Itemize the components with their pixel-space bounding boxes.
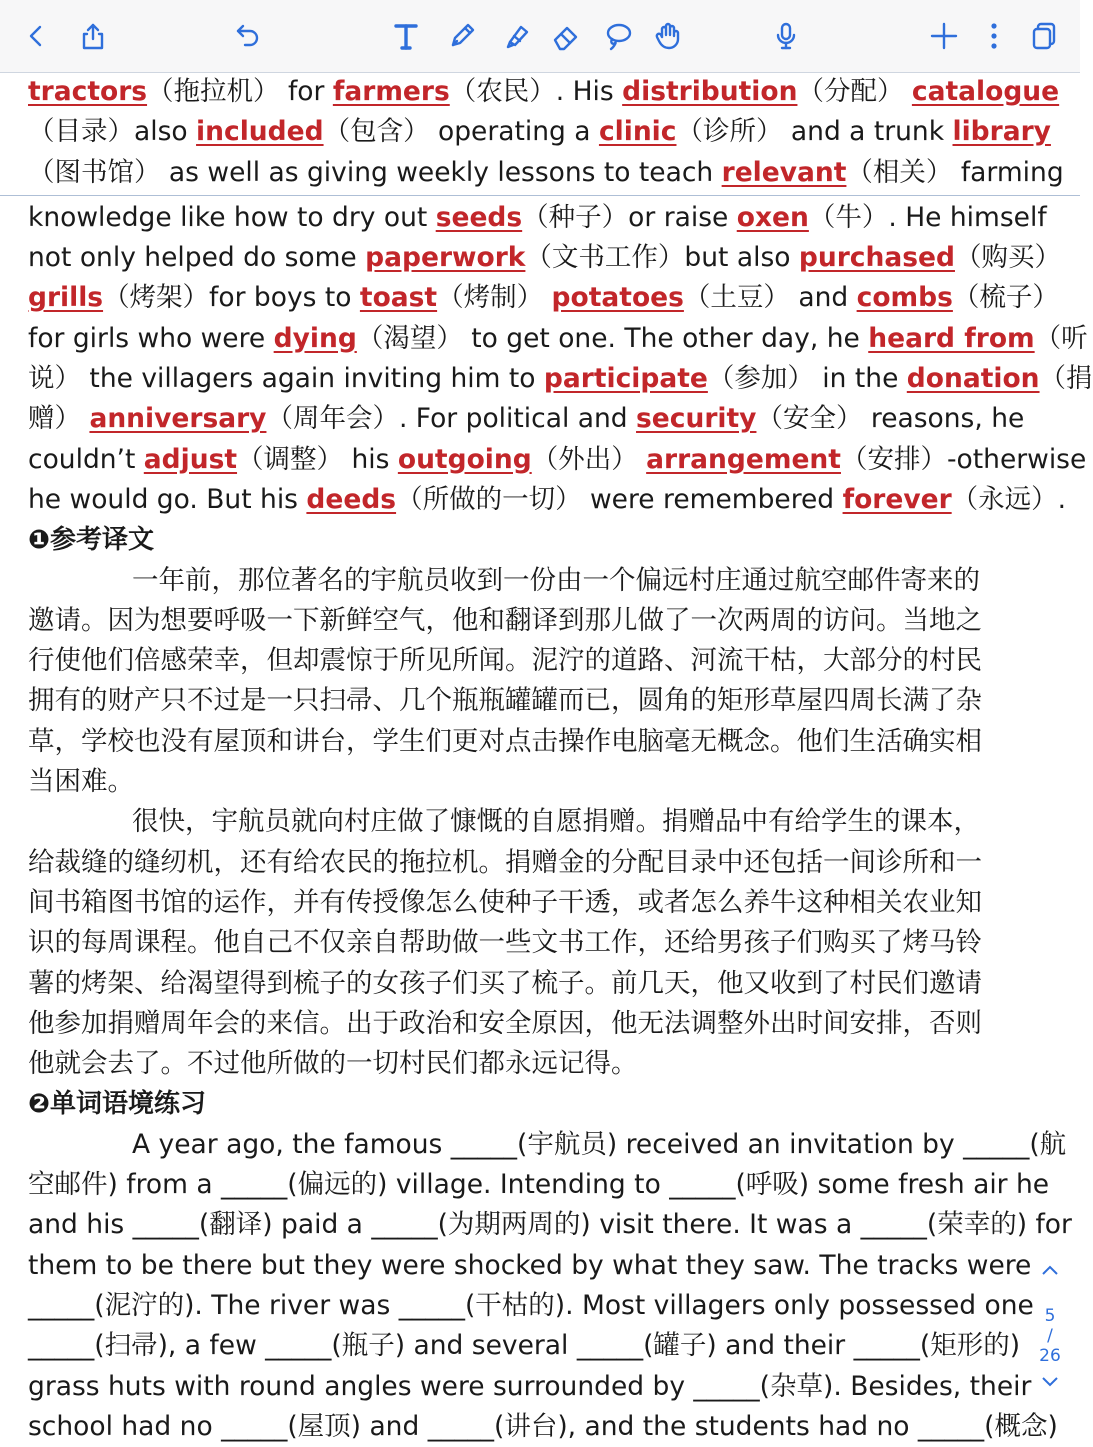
passage-text: 赠） — [28, 403, 90, 435]
back-icon[interactable] — [18, 18, 54, 54]
passage-text: （农民）. His — [449, 76, 623, 107]
chinese-translation — [28, 561, 1048, 1085]
keyword: participate — [543, 363, 708, 395]
section-title-exercise: ❷单词语境练习 — [28, 1089, 207, 1120]
passage-text: （土豆） and — [683, 282, 857, 314]
passage-text: （诊所） and a trunk — [676, 116, 953, 148]
passage-text: （分配） — [797, 76, 912, 107]
add-icon[interactable] — [926, 18, 962, 54]
keyword: anniversary — [89, 403, 267, 435]
chevron-up-icon[interactable] — [1040, 1262, 1060, 1276]
keyword: toast — [359, 282, 438, 314]
keyword: donation — [906, 363, 1040, 395]
translation-line: 拥有的财产只不过是一只扫帚、几个瓶瓶罐罐而已，圆角的矩形草屋四周长满了杂 — [28, 685, 982, 717]
exercise-line: _____(扫帚), a few _____(瓶子) and several _____(罐子) and their _____(矩形的) — [28, 1330, 1021, 1362]
translation-line: 间书箱图书馆的运作，并有传授像怎么使种子干透，或者怎么养牛这种相关农业知 — [28, 886, 982, 918]
keyword: oxen — [736, 201, 809, 233]
passage-text: （烤架）for boys to — [103, 282, 360, 314]
passage-text: （牛）. He himself — [808, 201, 1047, 233]
keyword: potatoes — [551, 282, 684, 314]
translation-line: 行使他们倍感荣幸，但却震惊于所见所闻。泥泞的道路、河流干枯，大部分的村民 — [28, 645, 982, 677]
keyword: tractors — [28, 76, 148, 107]
passage-text: （梳子） — [952, 282, 1059, 314]
passage-text: （烤制） — [437, 282, 552, 314]
passage-line — [28, 72, 1060, 112]
translation-line: 邀请。因为想要呼吸一下新鲜空气，他和翻译到那儿做了一次两周的访问。当地之 — [28, 604, 982, 636]
passage-line — [28, 399, 1048, 439]
keyword: grills — [28, 282, 104, 314]
passage-text: couldn’t — [28, 443, 144, 475]
passage-text: （参加） in the — [707, 363, 907, 395]
keyword: relevant — [721, 156, 847, 188]
exercise-line: 空邮件) from a _____(偏远的) village. Intending to _____(呼吸) some fresh air he — [28, 1169, 1050, 1201]
passage-line — [28, 480, 1067, 520]
passage-text: （包含） operating a — [323, 116, 599, 148]
keyword: catalogue — [911, 76, 1060, 107]
translation-line: 他就会去了。不过他所做的一切村民们都永远记得。 — [28, 1048, 638, 1080]
keyword: library — [952, 116, 1051, 148]
keyword: distribution — [622, 76, 798, 107]
passage-text: he would go. But his — [28, 483, 307, 515]
keyword: purchased — [798, 242, 955, 274]
passage-text: （周年会）. For political and — [266, 403, 637, 435]
translation-line: 他参加捐赠周年会的来信。出于政治和安全原因，他无法调整外出时间安排，否则 — [28, 1007, 982, 1039]
keyword: heard from — [868, 322, 1035, 354]
passage-text: （目录）also — [28, 116, 197, 148]
passage-text: （种子）or raise — [522, 201, 737, 233]
passage-text: knowledge like how to dry out — [28, 201, 436, 233]
passage-text: （安排）-otherwise — [840, 443, 1087, 475]
hand-tool-icon[interactable] — [650, 18, 686, 54]
passage-text: （拖拉机） for — [147, 76, 333, 107]
translation-line: 薯的烤架、给渴望得到梳子的女孩子们买了梳子。前几天，他又收到了村民们邀请 — [28, 967, 982, 999]
passage-text: （文书工作）but also — [525, 242, 799, 274]
english-passage — [28, 72, 1093, 520]
translation-line: 识的每周课程。他自己不仅亲自帮助做一些文书工作，还给男孩子们购买了烤马铃 — [28, 927, 982, 959]
passage-text: （听 — [1034, 322, 1088, 354]
exercise-line: _____(泥泞的). The river was _____(干枯的). Most villagers only possessed one — [28, 1289, 1034, 1321]
more-icon[interactable] — [976, 18, 1012, 54]
passage-text: （渴望） to get one. The other day, he — [356, 322, 869, 354]
exercise-line: them to be there but they were shocked by what they saw. The tracks were — [28, 1249, 1032, 1281]
keyword: seeds — [435, 201, 523, 233]
translation-line: 给裁缝的缝纫机，还有给农民的拖拉机。捐赠金的分配目录中还包括一间诊所和一 — [28, 846, 982, 878]
passage-text: （购买） — [954, 242, 1061, 274]
undo-icon[interactable] — [230, 18, 266, 54]
toolbar — [0, 0, 1080, 73]
passage-text: （外出） — [531, 443, 647, 475]
keyword: clinic — [598, 116, 677, 148]
passage-text: not only helped do some — [28, 242, 366, 274]
exercise-line: grass huts with round angles were surrounded by _____(杂草). Besides, their — [28, 1370, 1032, 1402]
keyword: dying — [273, 322, 357, 354]
keyword: paperwork — [365, 242, 526, 274]
keyword: farmers — [332, 76, 450, 107]
highlighter-icon[interactable] — [498, 18, 534, 54]
passage-text: （永远）. — [951, 483, 1067, 515]
page-separator: / — [1047, 1326, 1053, 1346]
keyword: outgoing — [397, 443, 532, 475]
passage-line — [28, 319, 1088, 359]
page-total: 26 — [1039, 1346, 1061, 1366]
keyword: included — [196, 116, 324, 148]
chevron-down-icon[interactable] — [1040, 1374, 1060, 1388]
exercise-line: A year ago, the famous _____(宇航员) received an invitation by _____(航 — [132, 1128, 1067, 1160]
keyword: forever — [842, 483, 952, 515]
keyword: combs — [856, 282, 953, 314]
passage-line — [28, 238, 1061, 278]
passage-text: （相关） farming — [846, 156, 1064, 188]
page-navigator — [1030, 1262, 1070, 1388]
passage-text: （调整） his — [237, 443, 398, 475]
passage-text: 说） the villagers again inviting him to — [28, 363, 544, 395]
exercise-line: school had no _____(屋顶) and _____(讲台), and the students had no _____(概念) — [28, 1410, 1058, 1442]
text-tool-icon[interactable] — [388, 18, 424, 54]
page-current: 5 — [1044, 1306, 1056, 1326]
translation-line: 一年前，那位著名的宇航员收到一份由一个偏远村庄通过航空邮件寄来的 — [132, 564, 980, 596]
keyword: arrangement — [646, 443, 841, 475]
passage-line — [28, 112, 1051, 152]
passage-line — [28, 359, 1093, 399]
section-title-translation: ❶参考译文 — [28, 525, 155, 556]
translation-line: 当困难。 — [28, 766, 134, 798]
translation-line: 草，学校也没有屋顶和讲台，学生们更对点击操作电脑毫无概念。他们生活确实相 — [28, 725, 982, 757]
keyword: security — [636, 403, 757, 435]
share-icon[interactable] — [75, 18, 111, 54]
passage-line — [28, 198, 1048, 238]
passage-line — [28, 278, 1059, 318]
passage-text: （所做的一切） were remembered — [396, 483, 843, 515]
passage-text: （捐 — [1039, 363, 1093, 395]
pages-icon[interactable] — [1026, 18, 1062, 54]
passage-text: for girls who were — [28, 322, 274, 354]
passage-line — [28, 153, 1064, 193]
microphone-icon[interactable] — [768, 18, 804, 54]
passage-line — [28, 440, 1087, 480]
passage-text: （安全） reasons, he — [756, 403, 1025, 435]
eraser-icon[interactable] — [548, 18, 584, 54]
translation-line: 很快，宇航员就向村庄做了慷慨的自愿捐赠。捐赠品中有给学生的课本， — [132, 806, 980, 838]
keyword: adjust — [143, 443, 238, 475]
lasso-icon[interactable] — [600, 18, 636, 54]
keyword: deeds — [306, 483, 397, 515]
pen-icon[interactable] — [444, 18, 480, 54]
passage-text: （图书馆） as well as giving weekly lessons to teach — [28, 156, 722, 188]
exercise-line: and his _____(翻译) paid a _____(为期两周的) visit there. It was a _____(荣幸的) for — [28, 1209, 1072, 1241]
